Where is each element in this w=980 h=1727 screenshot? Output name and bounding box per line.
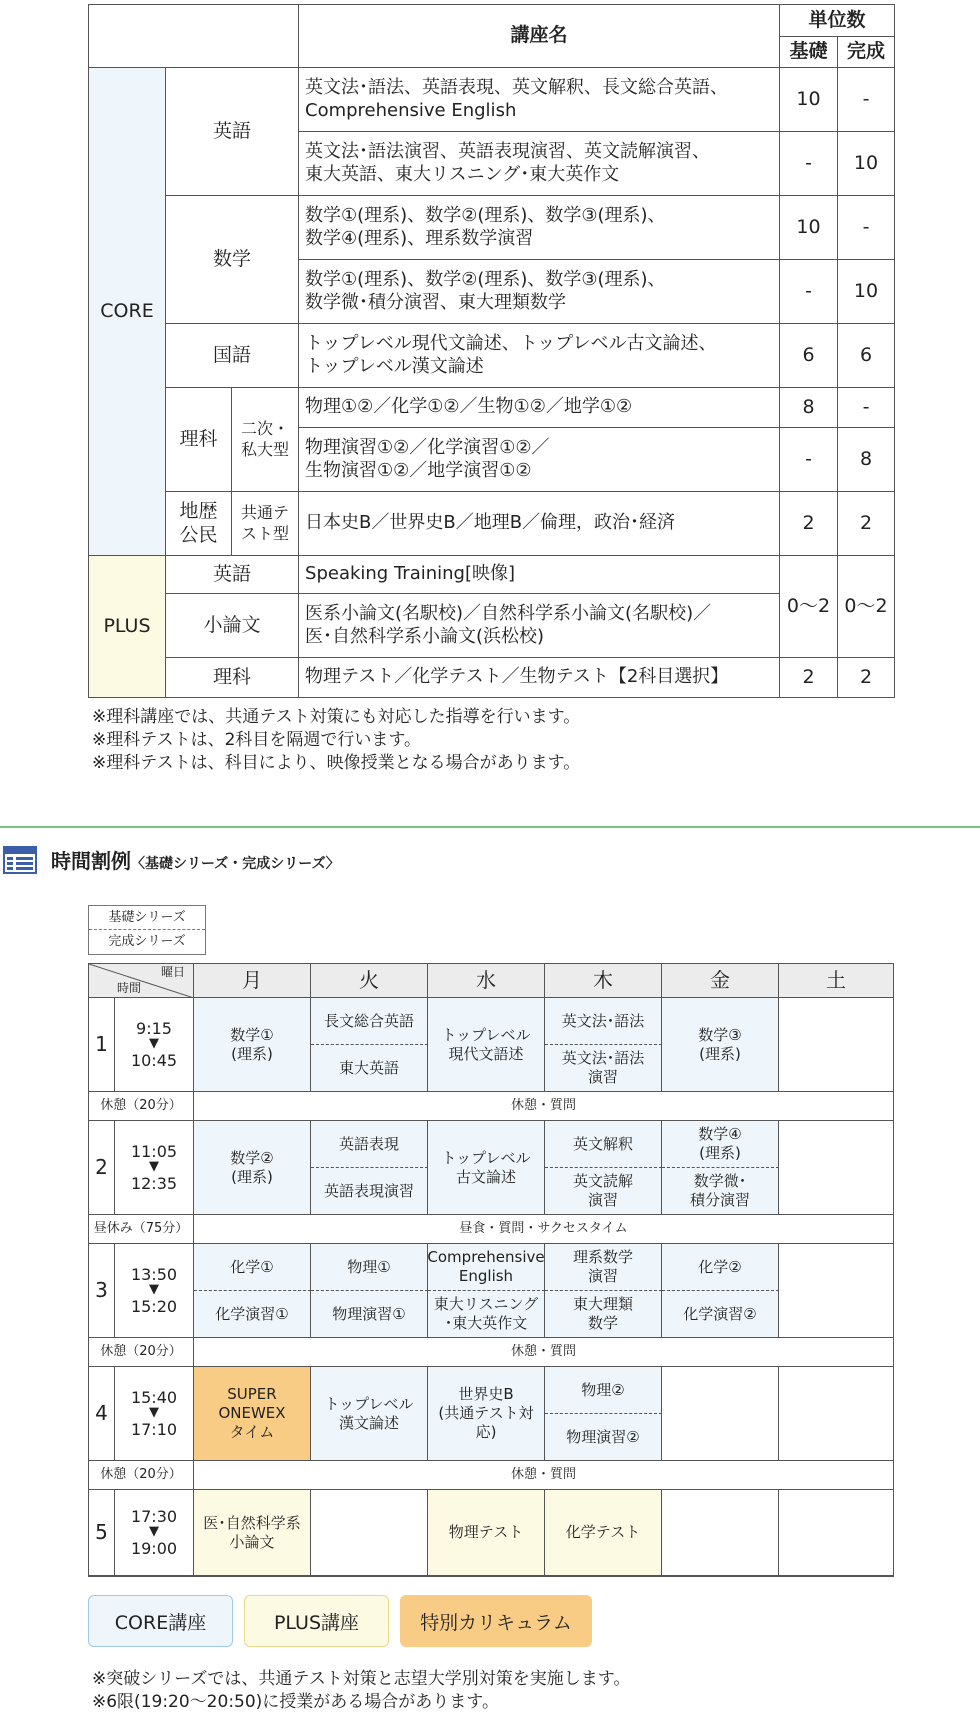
- units-kansei: 10: [838, 132, 895, 196]
- course-line: 英文法･語法演習、英語表現演習、英文読解演習、: [305, 141, 711, 162]
- course-cell: [299, 594, 780, 658]
- class-cell-thu: 英文法･語法: [545, 998, 662, 1045]
- day-mon: 月: [194, 964, 311, 998]
- schedule-subtitle: 〈基礎シリーズ・完成シリーズ〉: [131, 856, 340, 872]
- period-time: [115, 1244, 194, 1338]
- note-line: ※突破シリーズでは、共通テスト対策と志望大学別対策を実施します。: [92, 1669, 631, 1689]
- course-cell: [299, 324, 780, 388]
- class-cell-wed: 世界史B (共通テスト対応): [428, 1367, 545, 1461]
- class-cell-tue: 物理演習①: [311, 1291, 428, 1338]
- course-line: 物理①②／化学①②／生物①②／地学①②: [305, 396, 633, 418]
- class-cell-tue: 英語表現演習: [311, 1168, 428, 1215]
- course-cell: [299, 260, 780, 324]
- course-line: 物理演習①②／化学演習①②／: [305, 437, 550, 458]
- science-type-line: 二次・: [241, 418, 290, 438]
- units-kiso: 2: [780, 658, 838, 698]
- header-kiso: 基礎: [780, 37, 838, 68]
- header-course-name: 講座名: [299, 5, 780, 68]
- course-line: 生物演習①②／地学演習①②: [305, 459, 532, 481]
- course-cell: [299, 556, 780, 594]
- course-cell: [299, 658, 780, 698]
- units-kiso: 6: [780, 324, 838, 388]
- series-legend: [88, 905, 206, 955]
- day-thu: 木: [545, 964, 662, 998]
- course-line: Comprehensive English: [305, 99, 517, 121]
- corner-time: 時間: [117, 981, 142, 995]
- class-cell-wed: 東大リスニング ･東大英作文: [428, 1291, 545, 1338]
- class-cell-mon: SUPER ONEWEX タイム: [194, 1367, 311, 1461]
- period-arrow: ▼: [149, 1159, 159, 1175]
- subject-english: 英語: [166, 68, 299, 196]
- plus-subject-english: 英語: [166, 556, 299, 594]
- course-cell: [299, 132, 780, 196]
- period-time: [115, 998, 194, 1092]
- course-line: Speaking Training[映像]: [305, 563, 516, 585]
- units-kansei: -: [838, 68, 895, 132]
- course-cell: [299, 492, 780, 556]
- period-start: 17:30: [130, 1506, 178, 1526]
- class-cell-wed: トップレベル 古文論述: [428, 1121, 545, 1215]
- period-arrow: ▼: [149, 1282, 159, 1298]
- units-kansei: 2: [838, 492, 895, 556]
- class-cell-mon: 医･自然科学系 小論文: [194, 1490, 311, 1576]
- subject-line: 地歴: [179, 499, 218, 522]
- empty-cell: [311, 1490, 428, 1576]
- course-line: 医･自然科学系小論文(浜松校): [305, 625, 545, 647]
- period-arrow: ▼: [149, 1405, 159, 1421]
- course-line: 物理テスト／化学テスト／生物テスト【2科目選択】: [305, 666, 729, 688]
- schedule-title: [51, 845, 340, 874]
- header-blank: [89, 5, 299, 68]
- legend-plus: PLUS講座: [244, 1595, 389, 1647]
- period-start: 13:50: [130, 1264, 178, 1284]
- day-fri: 金: [662, 964, 779, 998]
- course-cell: [299, 68, 780, 132]
- period-number: 3: [89, 1244, 115, 1338]
- units-kiso: 8: [780, 388, 838, 428]
- course-cell: [299, 428, 780, 492]
- header-units: 単位数: [780, 5, 895, 37]
- class-cell-tue: トップレベル 漢文論述: [311, 1367, 428, 1461]
- class-cell-fri: 化学②: [662, 1244, 779, 1291]
- class-cell-thu: 物理演習②: [545, 1414, 662, 1461]
- period-number: 2: [89, 1121, 115, 1215]
- empty-cell: [779, 1490, 893, 1576]
- class-cell-tue: 英語表現: [311, 1121, 428, 1168]
- course-line: 東大英語、東大リスニング･東大英作文: [305, 163, 620, 185]
- plus-subject-science: 理科: [166, 658, 299, 698]
- class-cell-wed: 物理テスト: [428, 1490, 545, 1576]
- class-cell-thu: 英文読解 演習: [545, 1168, 662, 1215]
- subject-social: [166, 492, 232, 556]
- period-end: 12:35: [130, 1173, 178, 1193]
- period-number: 1: [89, 998, 115, 1092]
- notes-bottom: [92, 1668, 630, 1714]
- empty-cell: [779, 1367, 893, 1461]
- units-kiso: 2: [780, 492, 838, 556]
- units-kansei: 6: [838, 324, 895, 388]
- units-kiso: -: [780, 132, 838, 196]
- units-kiso: 10: [780, 196, 838, 260]
- course-line: 数学微･積分演習、東大理類数学: [305, 291, 567, 313]
- plus-subject-essay: 小論文: [166, 594, 299, 658]
- break-content: 休憩・質問: [194, 1338, 893, 1367]
- note-line: ※理科講座では、共通テスト対策にも対応した指導を行います。: [92, 707, 581, 727]
- class-cell-thu: 物理②: [545, 1367, 662, 1414]
- period-start: 11:05: [130, 1141, 178, 1161]
- subject-science: 理科: [166, 388, 232, 492]
- units-kansei: 0～2: [838, 556, 895, 658]
- empty-cell: [662, 1367, 779, 1461]
- class-cell-wed: Comprehensive English: [428, 1244, 545, 1291]
- note-line: ※理科テストは、科目により、映像授業となる場合があります。: [92, 753, 581, 773]
- class-cell-tue: 東大英語: [311, 1045, 428, 1092]
- period-time: [115, 1121, 194, 1215]
- header-kansei: 完成: [838, 37, 895, 68]
- break-content: 昼食・質問・サクセスタイム: [194, 1215, 893, 1244]
- period-end: 15:20: [130, 1296, 178, 1316]
- timetable-icon: [3, 846, 37, 874]
- class-cell-thu: 化学テスト: [545, 1490, 662, 1576]
- social-type: [232, 492, 299, 556]
- break-content: 休憩・質問: [194, 1461, 893, 1490]
- course-line: トップレベル漢文論述: [305, 355, 484, 377]
- break-label: 休憩（20分）: [89, 1338, 194, 1367]
- units-kiso: -: [780, 428, 838, 492]
- units-kansei: 8: [838, 428, 895, 492]
- social-type-line: 共通テ: [241, 502, 290, 522]
- period-end: 10:45: [130, 1050, 178, 1070]
- empty-cell: [662, 1490, 779, 1576]
- legend-kansei: 完成シリーズ: [108, 934, 186, 949]
- units-kiso: 10: [780, 68, 838, 132]
- units-kansei: 10: [838, 260, 895, 324]
- class-cell-tue: 長文総合英語: [311, 998, 428, 1045]
- period-number: 5: [89, 1490, 115, 1576]
- subject-math: 数学: [166, 196, 299, 324]
- course-line: 英文法･語法、英語表現、英文解釈、長文総合英語、: [305, 77, 729, 98]
- class-cell-mon: 数学② (理系): [194, 1121, 311, 1215]
- period-number: 4: [89, 1367, 115, 1461]
- course-line: 数学①(理系)、数学②(理系)、数学③(理系)、: [305, 269, 666, 290]
- course-table: [88, 4, 895, 698]
- corner-day: 曜日: [160, 965, 185, 979]
- note-line: ※6限(19:20～20:50)に授業がある場合があります。: [92, 1692, 499, 1712]
- empty-cell: [779, 998, 893, 1092]
- period-start: 9:15: [136, 1018, 172, 1038]
- empty-cell: [779, 1121, 893, 1215]
- period-end: 19:00: [130, 1538, 178, 1558]
- legend-kiso: 基礎シリーズ: [89, 906, 205, 930]
- units-kiso: -: [780, 260, 838, 324]
- plus-label: PLUS: [89, 556, 166, 698]
- period-arrow: ▼: [149, 1524, 159, 1540]
- class-cell-fri: 数学④ (理系): [662, 1121, 779, 1168]
- units-kansei: -: [838, 388, 895, 428]
- core-label: CORE: [89, 68, 166, 556]
- class-cell-tue: 物理①: [311, 1244, 428, 1291]
- schedule-title-text: 時間割例: [51, 849, 131, 873]
- units-kiso: 0～2: [780, 556, 838, 658]
- break-content: 休憩・質問: [194, 1092, 893, 1121]
- class-cell-wed: トップレベル 現代文語述: [428, 998, 545, 1092]
- course-cell: [299, 196, 780, 260]
- period-end: 17:10: [130, 1419, 178, 1439]
- class-cell-thu: 理系数学 演習: [545, 1244, 662, 1291]
- class-cell-fri: 化学演習②: [662, 1291, 779, 1338]
- course-line: 日本史B／世界史B／地理B／倫理，政治･経済: [305, 512, 676, 534]
- note-line: ※理科テストは、2科目を隔週で行います。: [92, 730, 422, 750]
- class-cell-thu: 英文法･語法 演習: [545, 1045, 662, 1092]
- timetable: [88, 963, 894, 1577]
- subject-line: 公民: [179, 523, 218, 546]
- break-label: 休憩（20分）: [89, 1461, 194, 1490]
- day-tue: 火: [311, 964, 428, 998]
- units-kansei: -: [838, 196, 895, 260]
- period-arrow: ▼: [149, 1036, 159, 1052]
- corner-cell: [89, 964, 194, 998]
- course-line: 医系小論文(名駅校)／自然科学系小論文(名駅校)／: [305, 603, 712, 624]
- notes-top: [92, 706, 580, 775]
- day-wed: 水: [428, 964, 545, 998]
- science-type: [232, 388, 299, 492]
- legend-core: CORE講座: [88, 1595, 233, 1647]
- empty-cell: [779, 1244, 893, 1338]
- course-cell: [299, 388, 780, 428]
- class-cell-mon: 数学① (理系): [194, 998, 311, 1092]
- class-cell-thu: 東大理類 数学: [545, 1291, 662, 1338]
- science-type-line: 私大型: [241, 439, 290, 459]
- course-line: 数学④(理系)、理系数学演習: [305, 227, 534, 249]
- course-line: 数学①(理系)、数学②(理系)、数学③(理系)、: [305, 205, 666, 226]
- period-time: [115, 1490, 194, 1576]
- subject-japanese: 国語: [166, 324, 299, 388]
- class-cell-fri: 数学微･ 積分演習: [662, 1168, 779, 1215]
- section-divider: [0, 826, 980, 828]
- break-label: 休憩（20分）: [89, 1092, 194, 1121]
- legend-special: 特別カリキュラム: [400, 1595, 592, 1647]
- class-cell-mon: 化学演習①: [194, 1291, 311, 1338]
- class-cell-thu: 英文解釈: [545, 1121, 662, 1168]
- day-sat: 土: [779, 964, 893, 998]
- period-time: [115, 1367, 194, 1461]
- class-cell-fri: 数学③ (理系): [662, 998, 779, 1092]
- class-cell-mon: 化学①: [194, 1244, 311, 1291]
- social-type-line: スト型: [241, 523, 290, 543]
- period-start: 15:40: [130, 1387, 178, 1407]
- units-kansei: 2: [838, 658, 895, 698]
- break-label: 昼休み（75分）: [89, 1215, 194, 1244]
- course-line: トップレベル現代文論述、トップレベル古文論述、: [305, 333, 717, 354]
